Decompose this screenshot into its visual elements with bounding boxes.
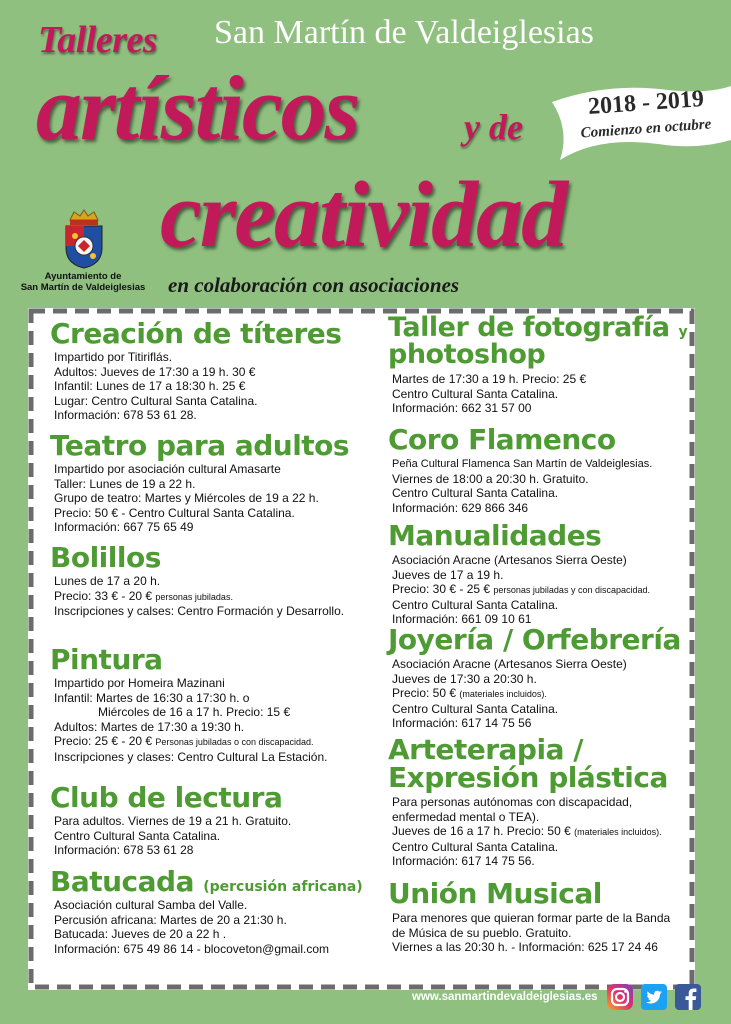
crest-icon [60, 208, 108, 270]
info-line: Inscripciones y clases: Centro Cultural La Estación. [54, 749, 328, 764]
info-line: Centro Cultural Santa Catalina. [392, 839, 559, 854]
info-line: Información: 629 866 346 [392, 500, 529, 515]
price-note: Personas jubiladas o con discapacidad. [155, 737, 314, 747]
info-line: Centro Cultural Santa Catalina. [54, 828, 221, 843]
section-title-text: Batucada [50, 865, 194, 898]
info-line: Grupo de teatro: Martes y Miércoles de 19 a 22 h. [54, 491, 319, 505]
crest-caption-line1: Ayuntamiento de [44, 271, 122, 282]
section-bolillos [50, 541, 345, 619]
section-titeres [50, 317, 342, 423]
info-line: Impartido por asociación cultural Amasarte [54, 462, 281, 476]
info-line: Jueves de 17:30 a 20:30 h. [392, 671, 537, 686]
section-title [50, 865, 363, 898]
info-line [392, 582, 650, 598]
info-line: Asociación Aracne (Artesanos Sierra Oeste) [392, 553, 627, 567]
info-line: Adultos: Jueves de 17:30 a 19 h. 30 € [54, 364, 256, 379]
info-line: Peña Cultural Flamenca San Martín de Valdeiglesias. [392, 458, 653, 470]
info-line: Batucada: Jueves de 20 a 22 h . [54, 927, 227, 941]
section-title-y: y [678, 324, 688, 340]
info-line: Impartido por Homeira Mazinani [54, 676, 225, 690]
info-line: Información: 675 49 86 14 - blocoveton@gmail.com [54, 941, 329, 956]
title-creatividad: creatividad [160, 163, 567, 267]
info-line: Centro Cultural Santa Catalina. [392, 486, 559, 500]
price-text: Precio: 30 € - 25 € [392, 582, 494, 596]
subtitle-colaboracion: en colaboración con asociaciones [168, 273, 460, 297]
info-line: Para personas autónomas con discapacidad, [392, 795, 633, 809]
section-title-line2: Expresión plástica [388, 761, 668, 794]
info-line: Asociación cultural Samba del Valle. [54, 898, 248, 912]
info-line: Asociación Aracne (Artesanos Sierra Oeste) [392, 657, 627, 671]
info-line: Miércoles de 16 a 17 h. Precio: 15 € [98, 705, 291, 719]
price-note: personas jubiladas. [155, 591, 233, 602]
section-union-musical [388, 877, 671, 955]
info-line: Lunes de 17 a 20 h. [54, 574, 161, 588]
section-batucada [50, 865, 363, 956]
section-title-line2: photoshop [388, 339, 546, 370]
info-line [392, 824, 668, 840]
section-coro [388, 423, 653, 515]
info-line: Información: 678 53 61 28 [54, 843, 194, 857]
season-years: 2018 - 2019 [587, 85, 705, 121]
section-title: Creación de títeres [50, 317, 342, 350]
price-text: Jueves de 16 a 17 h. Precio: 50 € [392, 824, 575, 838]
info-line: Taller: Lunes de 19 a 22 h. [54, 476, 196, 491]
info-line: Percusión africana: Martes de 20 a 21:30 h. [54, 912, 287, 927]
town-name: San Martín de Valdeiglesias [214, 14, 594, 51]
info-line [392, 686, 681, 702]
info-line [54, 589, 344, 605]
info-line: Adultos: Martes de 17:30 a 19:30 h. [54, 719, 245, 734]
info-line: Martes de 17:30 a 19 h. Precio: 25 € [392, 372, 587, 386]
section-arteterapia [388, 733, 668, 869]
section-manualidades [388, 519, 650, 627]
info-line: de Música de su pueblo. Gratuito. [392, 925, 572, 940]
title-y-de: y de [464, 107, 523, 147]
price-text: Precio: 50 € [392, 686, 460, 700]
section-pintura [50, 643, 328, 764]
price-note: (materiales incluidos). [574, 827, 662, 837]
info-line: Infantil: Lunes de 17 a 18:30 h. 25 € [54, 379, 246, 393]
info-line: Viernes de 18:00 a 20:30 h. Gratuito. [392, 471, 589, 486]
info-line: Centro Cultural Santa Catalina. [392, 597, 559, 612]
section-title: Unión Musical [388, 877, 602, 910]
facebook-icon[interactable] [674, 983, 702, 1011]
instagram-icon[interactable] [606, 983, 634, 1011]
section-title: Pintura [50, 643, 163, 676]
info-line: Para adultos. Viernes de 19 a 21 h. Gratuito. [54, 814, 292, 828]
section-title: Club de lectura [50, 781, 283, 814]
price-text: Precio: 33 € - 20 € [54, 588, 156, 603]
section-title [388, 314, 688, 341]
section-title: Bolillos [50, 541, 161, 574]
info-line: Impartido por Titiriflás. [54, 350, 173, 364]
price-note: (materiales incluidos). [459, 689, 547, 699]
info-line: Información: 667 75 65 49 [54, 520, 194, 534]
info-line: Infantil: Martes de 16:30 a 17:30 h. o [54, 690, 250, 705]
info-line [54, 734, 327, 750]
section-joyeria [388, 623, 681, 731]
section-title: Joyería / Orfebrería [388, 623, 681, 656]
crest-caption-line2: San Martín de Valdeiglesias [20, 282, 146, 293]
section-fotografia [388, 314, 688, 416]
info-line: enfermedad mental o TEA). [392, 809, 540, 824]
info-line: Información: 678 53 61 28. [54, 408, 197, 422]
info-line: Información: 662 31 57 00 [392, 401, 532, 415]
section-title: Teatro para adultos [50, 429, 350, 462]
info-line: Centro Cultural Santa Catalina. [392, 386, 559, 401]
info-line: Centro Cultural Santa Catalina. [392, 701, 559, 716]
crest-caption [12, 271, 154, 293]
info-line: Información: 661 09 10 61 [392, 612, 532, 626]
section-title-note: (percusión africana) [203, 879, 363, 895]
website-link[interactable]: www.sanmartindevaldeiglesias.es [412, 991, 598, 1003]
info-line: Información: 617 14 75 56. [392, 854, 535, 868]
info-line: Inscripciones y calses: Centro Formación y Desarrollo. [54, 604, 345, 618]
info-line: Para menores que quieran formar parte de la Banda [392, 911, 671, 925]
price-note: personas jubiladas y con discapacidad. [493, 585, 650, 595]
price-text: Precio: 25 € - 20 € [54, 734, 156, 748]
section-lectura [50, 781, 292, 858]
info-line: Jueves de 17 a 19 h. [392, 567, 504, 582]
section-title: Arteterapia / [388, 733, 583, 766]
twitter-icon[interactable] [640, 983, 668, 1011]
section-title: Coro Flamenco [388, 423, 616, 456]
title-talleres: Talleres [38, 19, 158, 61]
info-line: Viernes a las 20:30 h. - Información: 625 17 24 46 [392, 940, 658, 954]
info-line: Información: 617 14 75 56 [392, 716, 532, 730]
info-line: Precio: 50 € - Centro Cultural Santa Catalina. [54, 505, 295, 520]
season-start: Comienzo en octubre [580, 116, 712, 142]
section-teatro [50, 429, 350, 535]
title-artisticos: artísticos [36, 57, 359, 159]
info-line: Lugar: Centro Cultural Santa Catalina. [54, 393, 258, 408]
section-title-text: Taller de fotografía [388, 312, 670, 343]
section-title: Manualidades [388, 519, 602, 552]
